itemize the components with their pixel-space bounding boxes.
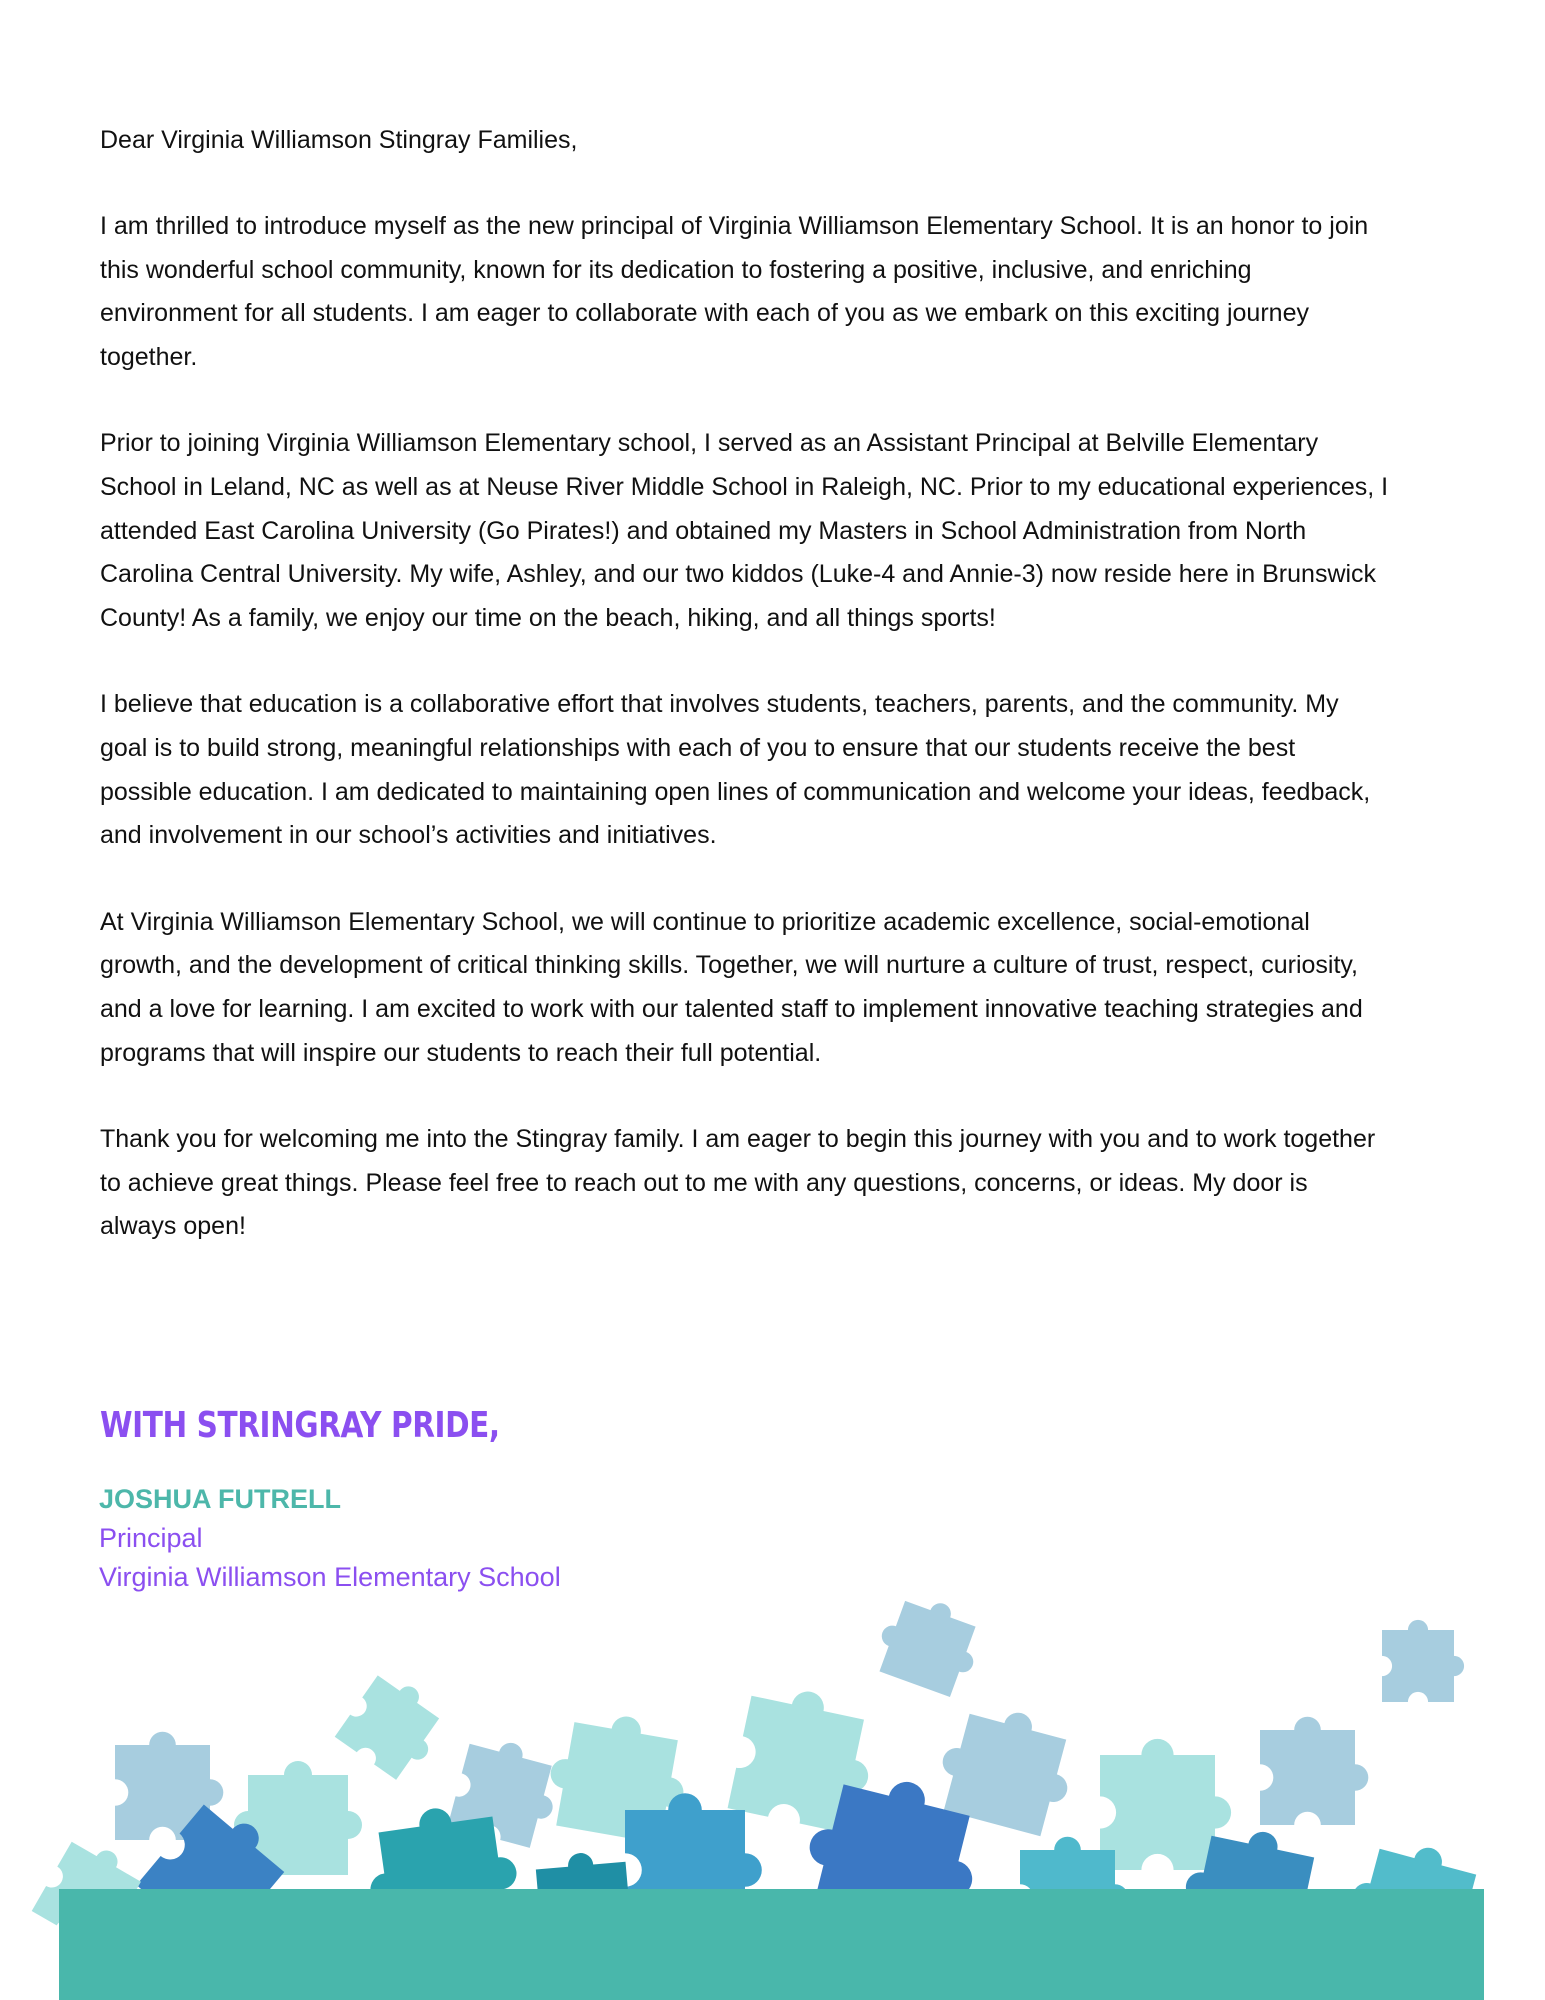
letter-paragraph-philosophy: I believe that education is a collaborative effort that involves students, teachers, parents, and the community. My goal is to build strong, meaningful relationships with each of you to ensure that our students receive the best possible education. I am dedicated to maintaining open lines of communication and welcome your ideas, feedback, and involvement in our school’s activities and initiatives.: [100, 690, 1371, 850]
puzzle-piece: [335, 1667, 454, 1786]
puzzle-piece: [1260, 1717, 1368, 1825]
letter-body: [100, 118, 1390, 1292]
footer-band: [59, 1889, 1484, 2000]
puzzle-piece: [870, 1587, 989, 1700]
letter-paragraph-introduction: I am thrilled to introduce myself as the new principal of Virginia Williamson Elementary School. It is an honor to join this wonderful school community, known for its dedication to fostering a positive, inclusive, and enriching environment for all students. I am eager to collaborate with each of you as we embark on this exciting journey together.: [100, 212, 1369, 371]
letter-paragraph-thanks: Thank you for welcoming me into the Stingray family. I am eager to begin this journey with you and to work together to achieve great things. Please feel free to reach out to me with any questions, concerns, or ideas. My door is always open!: [100, 1125, 1376, 1241]
letter-greeting: Dear Virginia Williamson Stingray Families,: [100, 126, 578, 154]
letter-paragraph-background: Prior to joining Virginia Williamson Elementary school, I served as an Assistant Principal at Belville Elementary School in Leland, NC as well as at Neuse River Middle School in Raleigh, NC. Prior to my educational experiences, I attended East Carolina University (Go Pirates!) and obtained my Masters in School Administration from North Carolina Central University. My wife, Ashley, and our two kiddos (Luke-4 and Annie-3) now reside here in Brunswick County! As a family, we enjoy our time on the beach, hiking, and all things sports!: [100, 429, 1389, 632]
puzzle-piece: [1382, 1620, 1464, 1702]
signer-name: JOSHUA FUTRELL: [99, 1484, 341, 1514]
letter-paragraph-priorities: At Virginia Williamson Elementary School, we will continue to prioritize academic excellence, social-emotional growth, and the development of critical thinking skills. Together, we will nurture a culture of trust, respect, curiosity, and a love for learning. I am excited to work with our talented staff to implement innovative teaching strategies and programs that will inspire our students to reach their full potential.: [100, 907, 1363, 1067]
closing-line: WITH STRINGRAY PRIDE,: [100, 1405, 500, 1446]
signer-title: Principal: [99, 1523, 203, 1553]
signer-school: Virginia Williamson Elementary School: [99, 1562, 561, 1592]
